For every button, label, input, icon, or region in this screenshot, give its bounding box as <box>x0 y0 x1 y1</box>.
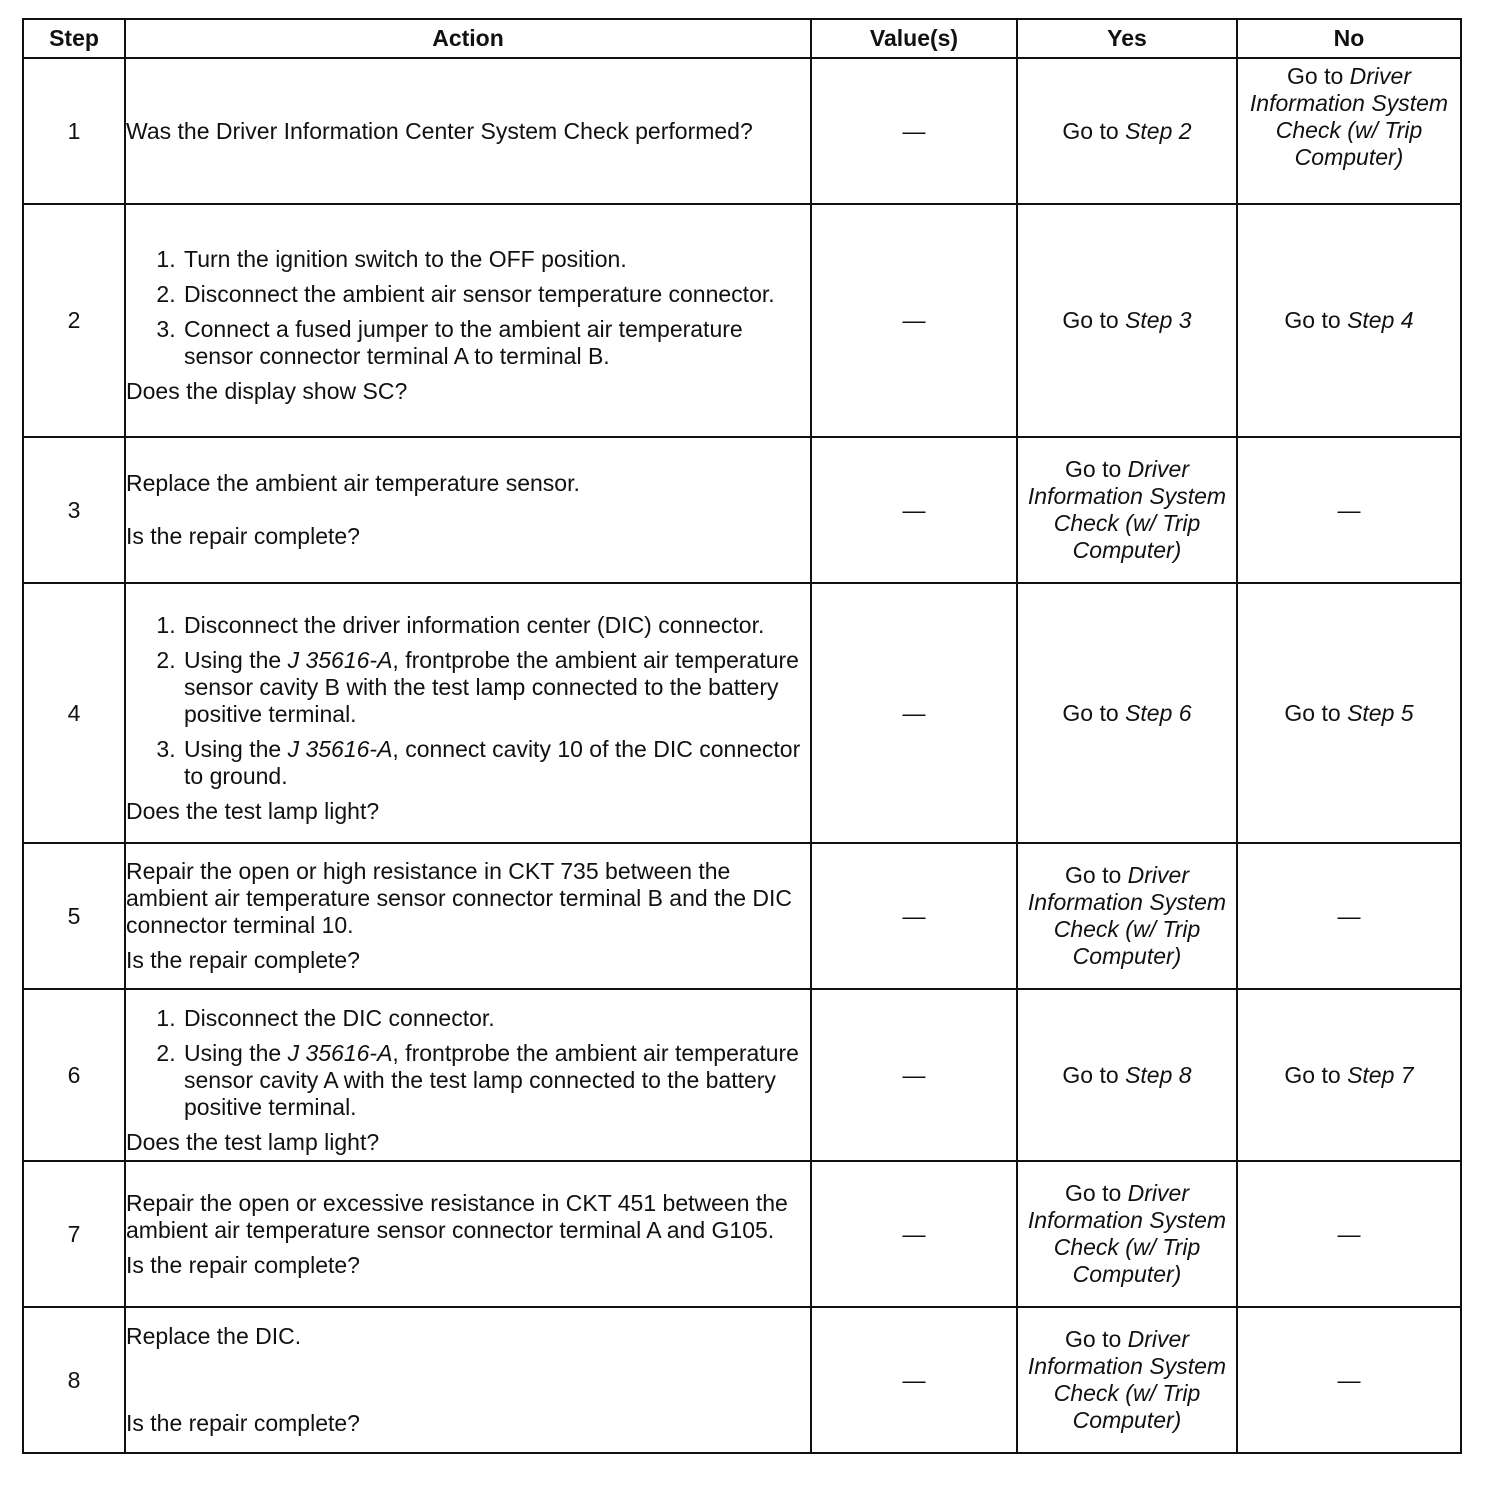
yes-cell <box>1017 843 1237 989</box>
value-cell: — <box>811 1161 1017 1307</box>
header-row <box>23 19 1461 58</box>
list-item: 2. Using the J 35616-A, frontprobe the ambient air temperature sensor cavity A with the test lamp connected to the battery positive terminal. <box>182 1040 810 1121</box>
action-text: Replace the ambient air temperature sensor. <box>126 470 580 496</box>
action-list <box>126 1005 810 1121</box>
yes-target: Driver Information System Check (w/ Trip Computer) <box>1027 1180 1227 1287</box>
goto-label: Go to <box>1065 1180 1122 1206</box>
value-cell: — <box>811 989 1017 1161</box>
action-list <box>126 246 810 370</box>
step-number: 3 <box>23 437 125 583</box>
no-cell <box>1237 58 1461 204</box>
step-number: 5 <box>23 843 125 989</box>
action-text: Replace the DIC. <box>126 1323 302 1349</box>
no-cell: — <box>1237 843 1461 989</box>
action-question: Is the repair complete? <box>126 1251 360 1278</box>
yes-cell <box>1017 437 1237 583</box>
value-cell: — <box>811 204 1017 437</box>
goto-label: Go to <box>1284 699 1341 726</box>
goto-label: Go to <box>1062 699 1119 726</box>
goto-label: Go to <box>1065 862 1122 888</box>
list-item: 1. Disconnect the driver information center (DIC) connector. <box>182 612 810 639</box>
no-target: Step 7 <box>1347 1061 1414 1088</box>
tool-name: J 35616-A <box>287 1039 393 1066</box>
step-number: 1 <box>23 58 125 204</box>
action-question: Is the repair complete? <box>126 1410 360 1436</box>
table-row <box>23 1161 1461 1307</box>
yes-cell <box>1017 1307 1237 1453</box>
action-question: Is the repair complete? <box>126 947 360 973</box>
goto-label: Go to <box>1062 117 1119 144</box>
table-row <box>23 437 1461 583</box>
list-item: 1. Turn the ignition switch to the OFF position. <box>182 246 810 273</box>
goto-label: Go to <box>1287 63 1344 89</box>
action-list <box>126 612 810 790</box>
step-number: 6 <box>23 989 125 1161</box>
action-question: Does the test lamp light? <box>126 1128 380 1155</box>
action-question: Does the test lamp light? <box>126 797 380 824</box>
value-cell: — <box>811 1307 1017 1453</box>
yes-cell <box>1017 989 1237 1161</box>
yes-target: Step 3 <box>1125 307 1192 333</box>
step-number: 4 <box>23 583 125 843</box>
action-cell <box>125 204 811 437</box>
no-target: Driver Information System Check (w/ Trip Computer) <box>1249 63 1449 170</box>
no-target: Step 4 <box>1347 307 1414 333</box>
table-row <box>23 989 1461 1161</box>
step-number: 7 <box>23 1161 125 1307</box>
no-cell <box>1237 989 1461 1161</box>
diagnostic-table <box>22 18 1462 1454</box>
table-row <box>23 1307 1461 1453</box>
yes-cell <box>1017 1161 1237 1307</box>
table-row <box>23 583 1461 843</box>
header-values: Value(s) <box>811 19 1017 58</box>
goto-label: Go to <box>1284 1061 1341 1088</box>
goto-label: Go to <box>1284 307 1341 333</box>
tool-name: J 35616-A <box>287 646 393 673</box>
no-cell <box>1237 204 1461 437</box>
no-cell <box>1237 583 1461 843</box>
action-cell <box>125 1161 811 1307</box>
step-number: 8 <box>23 1307 125 1453</box>
action-text: Repair the open or excessive resistance in CKT 451 between the ambient air temperature sensor connector terminal A and G105. <box>126 1189 788 1243</box>
yes-target: Step 8 <box>1125 1061 1192 1088</box>
list-item: 1. Disconnect the DIC connector. <box>182 1005 810 1032</box>
action-cell <box>125 583 811 843</box>
table-row <box>23 843 1461 989</box>
goto-label: Go to <box>1062 307 1119 333</box>
no-cell: — <box>1237 1161 1461 1307</box>
action-cell <box>125 843 811 989</box>
value-cell: — <box>811 583 1017 843</box>
yes-cell <box>1017 583 1237 843</box>
yes-target: Step 2 <box>1125 117 1192 144</box>
no-target: Step 5 <box>1347 699 1414 726</box>
goto-label: Go to <box>1062 1061 1119 1088</box>
list-item: 2. Using the J 35616-A, frontprobe the ambient air temperature sensor cavity B with the test lamp connected to the battery positive terminal. <box>182 647 810 728</box>
list-item: 3. Using the J 35616-A, connect cavity 10 of the DIC connector to ground. <box>182 736 810 790</box>
action-question: Is the repair complete? <box>126 523 360 549</box>
yes-target: Step 6 <box>1125 699 1192 726</box>
header-no: No <box>1237 19 1461 58</box>
header-action: Action <box>125 19 811 58</box>
action-cell <box>125 1307 811 1453</box>
yes-target: Driver Information System Check (w/ Trip Computer) <box>1027 1326 1227 1433</box>
value-cell: — <box>811 58 1017 204</box>
no-cell: — <box>1237 437 1461 583</box>
action-cell <box>125 989 811 1161</box>
no-cell: — <box>1237 1307 1461 1453</box>
tool-name: J 35616-A <box>287 735 393 762</box>
step-number: 2 <box>23 204 125 437</box>
goto-label: Go to <box>1065 456 1122 482</box>
yes-cell <box>1017 204 1237 437</box>
header-step: Step <box>23 19 125 58</box>
action-cell <box>125 58 811 204</box>
action-question: Does the display show SC? <box>126 378 408 404</box>
yes-target: Driver Information System Check (w/ Trip Computer) <box>1027 862 1227 969</box>
list-item: 3. Connect a fused jumper to the ambient air temperature sensor connector terminal A to terminal B. <box>182 316 810 370</box>
action-cell <box>125 437 811 583</box>
value-cell: — <box>811 437 1017 583</box>
table-row <box>23 204 1461 437</box>
action-text: Was the Driver Information Center System Check performed? <box>126 117 753 144</box>
value-cell: — <box>811 843 1017 989</box>
header-yes: Yes <box>1017 19 1237 58</box>
yes-cell <box>1017 58 1237 204</box>
goto-label: Go to <box>1065 1326 1122 1352</box>
action-text: Repair the open or high resistance in CKT 735 between the ambient air temperature sensor connector terminal B and the DIC connector terminal 10. <box>126 858 793 938</box>
yes-target: Driver Information System Check (w/ Trip Computer) <box>1027 456 1227 563</box>
list-item: 2. Disconnect the ambient air sensor temperature connector. <box>182 281 810 308</box>
table-row <box>23 58 1461 204</box>
